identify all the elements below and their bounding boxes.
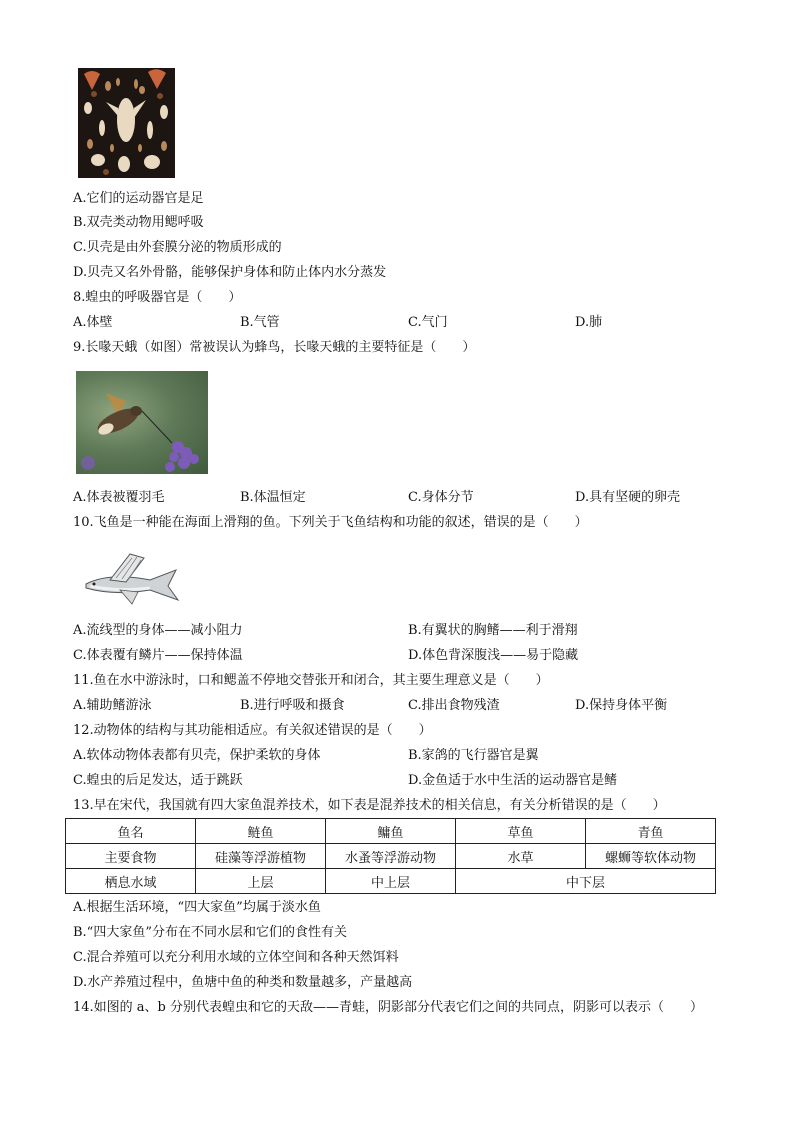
q14-stem: 14.如图的 a、b 分别代表蝗虫和它的天敌——青蛙，阴影部分代表它们之间的共同点，阴影可以表示（ ） (73, 1000, 704, 1015)
q12-option-b: B.家鸽的飞行器官是翼 (408, 748, 539, 763)
q9-stem: 9.长喙天蛾（如图）常被误认为蜂鸟，长喙天蛾的主要特征是（ ） (73, 340, 476, 355)
q10-option-c: C.体表覆有鳞片——保持体温 (73, 648, 243, 663)
table-cell: 青鱼 (586, 819, 716, 844)
q11-option-b: B.进行呼吸和摄食 (240, 698, 345, 713)
q8-stem: 8.蝗虫的呼吸器官是（ ） (73, 290, 242, 305)
table-cell: 水草 (456, 844, 586, 869)
q8-option-d: D.肺 (575, 315, 603, 330)
table-cell: 水蚤等浮游动物 (326, 844, 456, 869)
q11-option-a: A.辅助鳍游泳 (73, 698, 152, 713)
q7-option-a: A.它们的运动器官是足 (73, 191, 204, 206)
q9-option-a: A.体表被覆羽毛 (73, 490, 165, 505)
table-cell: 螺蛳等软体动物 (586, 844, 716, 869)
q13-option-b: B.“四大家鱼”分布在不同水层和它们的食性有关 (73, 925, 347, 940)
table-cell: 鱼名 (66, 819, 196, 844)
table-cell: 中下层 (456, 869, 716, 894)
q12-stem: 12.动物体的结构与其功能相适应。有关叙述错误的是（ ） (73, 723, 432, 738)
q12-option-a: A.软体动物体表都有贝壳，保护柔软的身体 (73, 748, 321, 763)
q13-option-a: A.根据生活环境，“四大家鱼”均属于淡水鱼 (73, 900, 321, 915)
table-cell: 鳙鱼 (326, 819, 456, 844)
q11-option-d: D.保持身体平衡 (575, 698, 668, 713)
q11-stem: 11.鱼在水中游泳时，口和鳃盖不停地交替张开和闭合，其主要生理意义是（ ） (73, 673, 549, 688)
q11-option-c: C.排出食物残渣 (408, 698, 500, 713)
table-cell: 硅藻等浮游植物 (196, 844, 326, 869)
four-carps-table (65, 818, 716, 894)
q8-option-a: A.体壁 (73, 315, 113, 330)
table-cell: 草鱼 (456, 819, 586, 844)
flying-fish-drawing (80, 550, 185, 608)
table-cell: 栖息水域 (66, 869, 196, 894)
table-cell: 鲢鱼 (196, 819, 326, 844)
table-cell: 中上层 (326, 869, 456, 894)
q8-option-c: C.气门 (408, 315, 448, 330)
q7-option-b: B.双壳类动物用鳃呼吸 (73, 215, 204, 230)
q7-option-c: C.贝壳是由外套膜分泌的物质形成的 (73, 240, 282, 255)
q9-option-b: B.体温恒定 (240, 490, 306, 505)
table-row (66, 819, 716, 844)
q8-option-b: B.气管 (240, 315, 280, 330)
table-cell: 上层 (196, 869, 326, 894)
q13-stem: 13.早在宋代，我国就有四大家鱼混养技术，如下表是混养技术的相关信息，有关分析错误的是（ ） (73, 798, 666, 813)
q12-option-d: D.金鱼适于水中生活的运动器官是鳍 (408, 773, 618, 788)
q10-option-b: B.有翼状的胸鳍——利于滑翔 (408, 623, 578, 638)
q12-option-c: C.蝗虫的后足发达，适于跳跃 (73, 773, 243, 788)
q13-option-c: C.混合养殖可以充分利用水域的立体空间和各种天然饵料 (73, 950, 399, 965)
table-row (66, 844, 716, 869)
q10-stem: 10.飞鱼是一种能在海面上滑翔的鱼。下列关于飞鱼结构和功能的叙述，错误的是（ ） (73, 515, 588, 530)
q9-option-c: C.身体分节 (408, 490, 474, 505)
table-row (66, 869, 716, 894)
q10-option-a: A.流线型的身体——减小阻力 (73, 623, 243, 638)
hummingbird-moth-photo (76, 371, 208, 474)
shells-figure (78, 68, 175, 178)
q7-option-d: D.贝壳又名外骨骼，能够保护身体和防止体内水分蒸发 (73, 265, 387, 280)
q10-option-d: D.体色背深腹浅——易于隐藏 (408, 648, 579, 663)
q9-option-d: D.具有坚硬的卵壳 (575, 490, 681, 505)
table-cell: 主要食物 (66, 844, 196, 869)
q13-option-d: D.水产养殖过程中，鱼塘中鱼的种类和数量越多，产量越高 (73, 975, 413, 990)
